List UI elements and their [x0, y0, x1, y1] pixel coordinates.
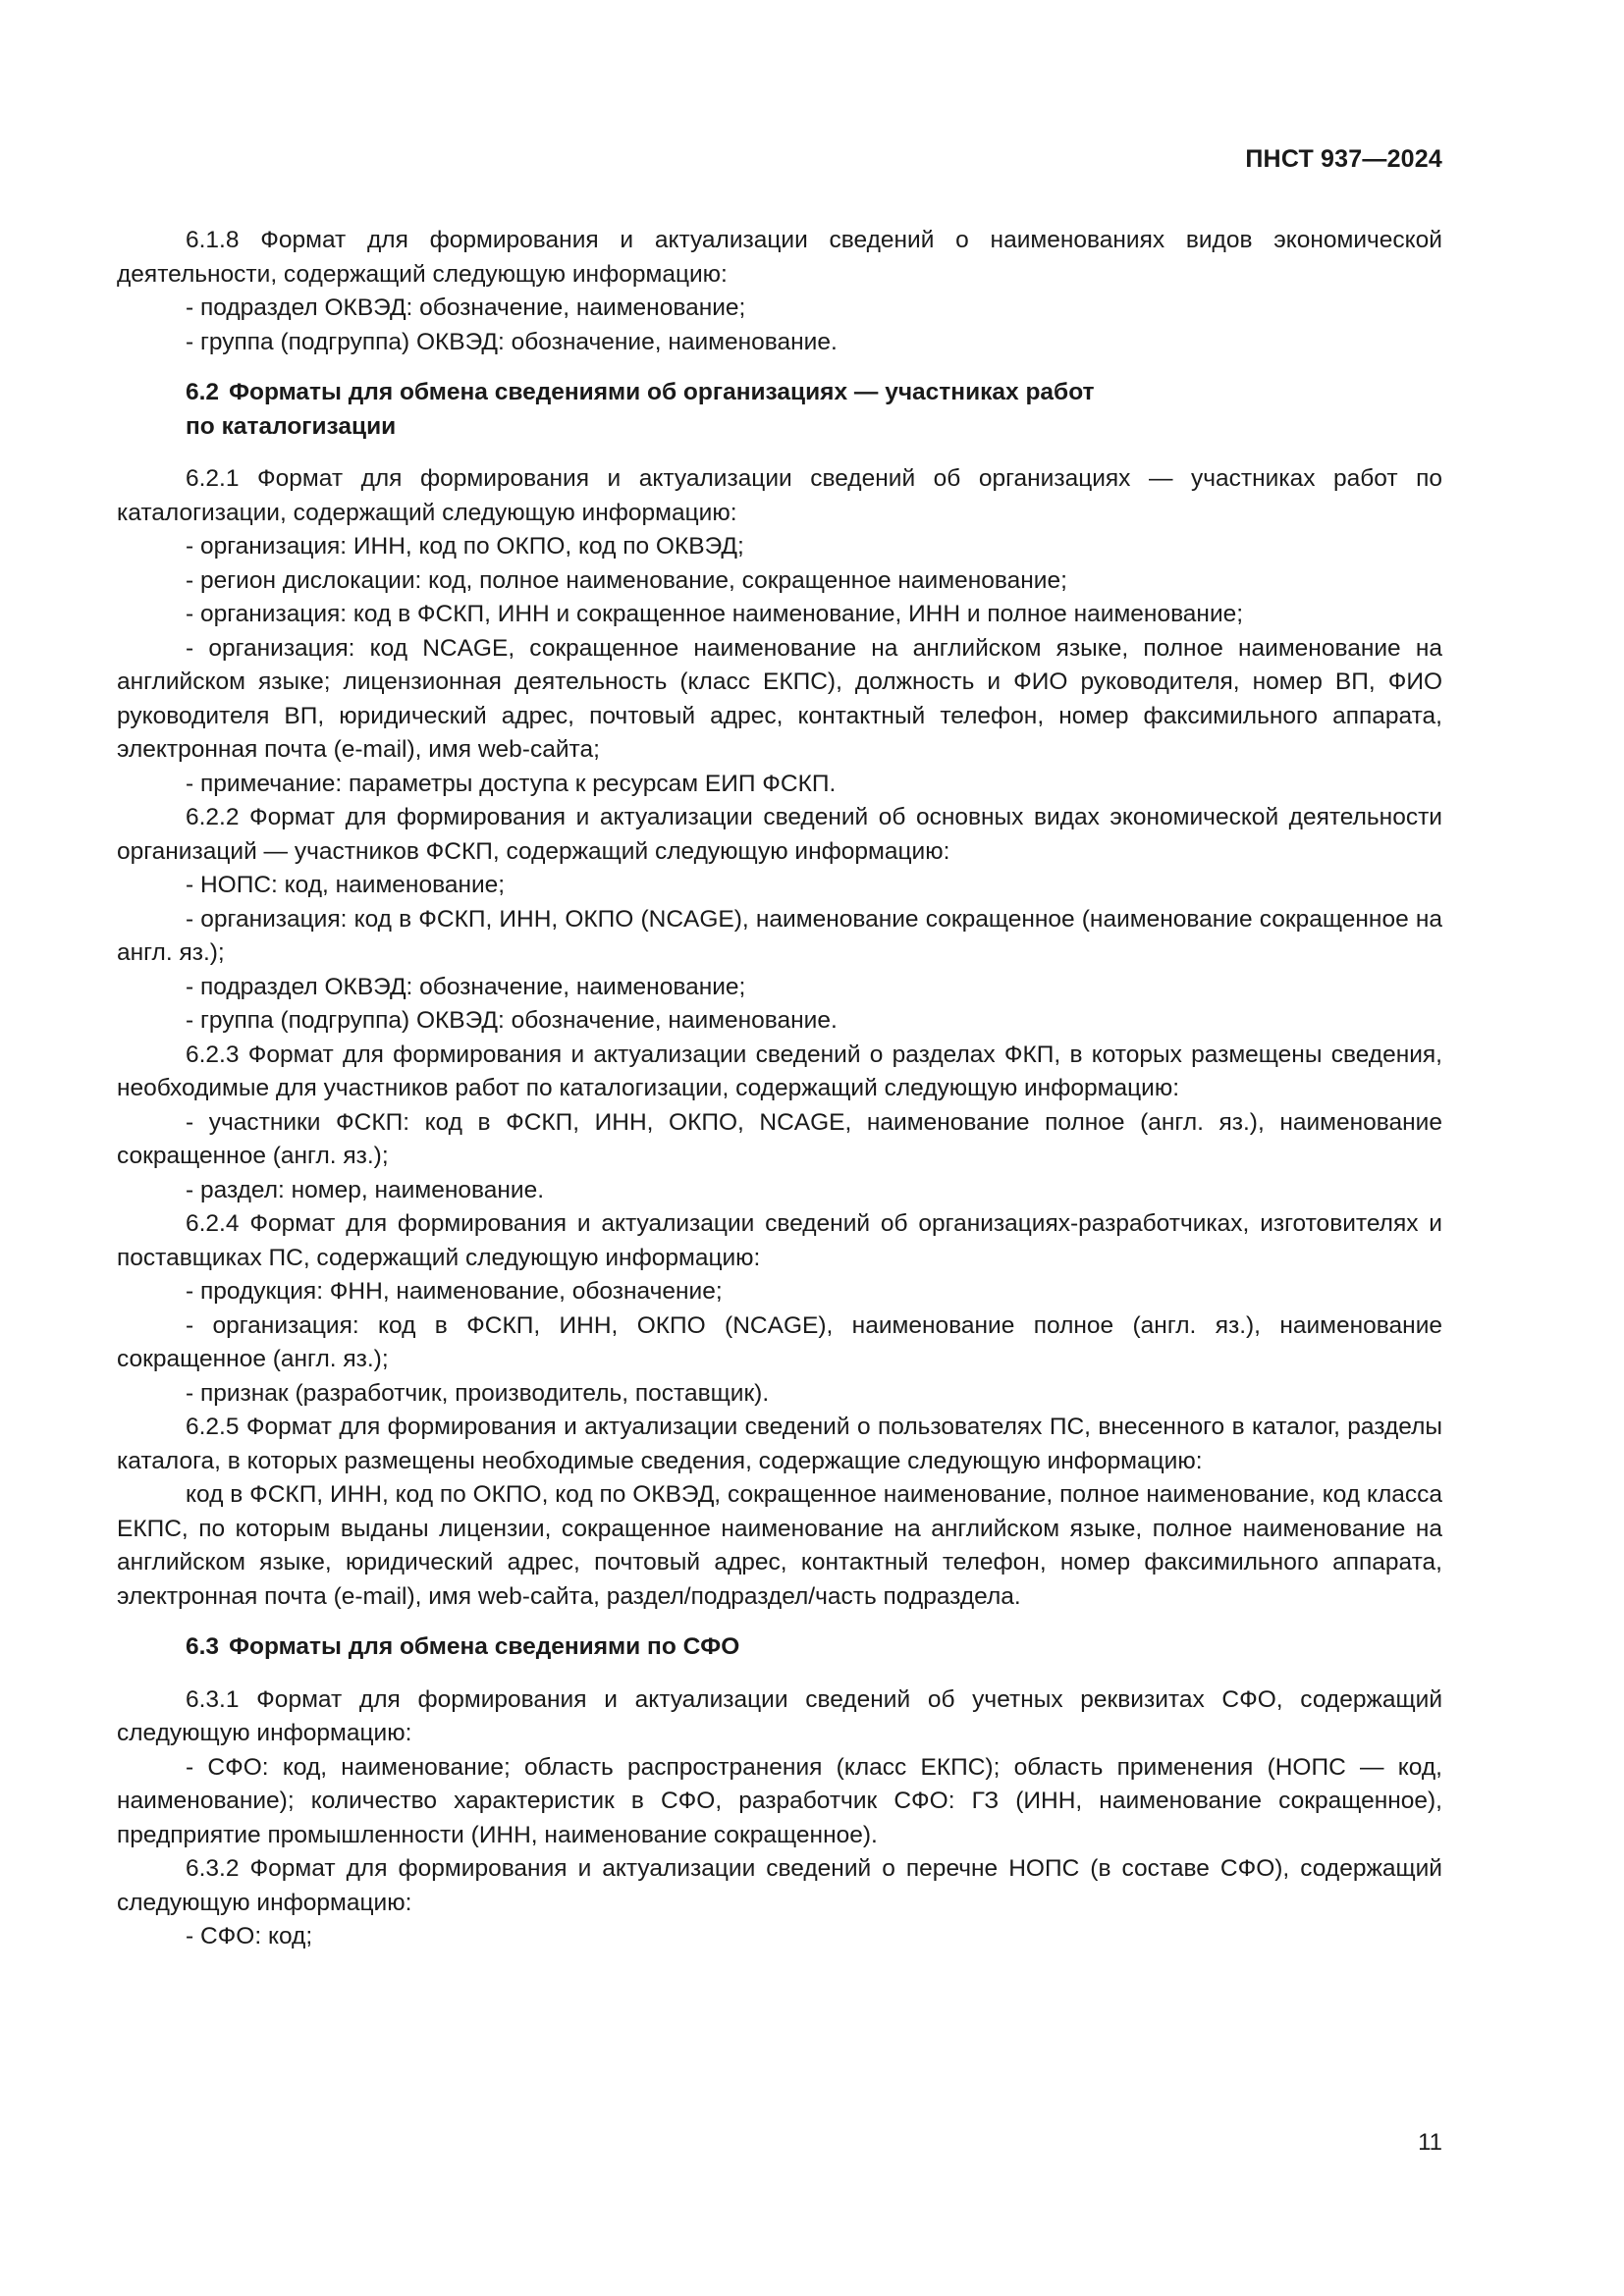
paragraph-6-2-3: 6.2.3 Формат для формирования и актуализации сведений о разделах ФКП, в которых размещены сведения, необходимые для участников работ по каталогизации, содержащий следующую информацию: [117, 1041, 1442, 1101]
list-item: - организация: код NCAGE, сокращенное наименование на английском языке, полное наименование на английском языке; лицензионная деятельность (класс ЕКПС), должность и ФИО руководителя, номер ВП, ФИО руководителя ВП, юридический адрес, почтовый адрес, контактный телефон, номер факсимильного аппарата, электронная почта (e-mail), имя web-сайта; [117, 634, 1442, 763]
list-item: - СФО: код; [186, 1923, 313, 1949]
paragraph-6-2-1: 6.2.1 Формат для формирования и актуализации сведений об организациях — участниках работ по каталогизации, содержащий следующую информацию: [117, 465, 1442, 526]
list-item: - участники ФСКП: код в ФСКП, ИНН, ОКПО, NCAGE, наименование полное (англ. яз.), наименование сокращенное (англ. яз.); [117, 1108, 1442, 1169]
list-item: - СФО: код, наименование; область распространения (класс ЕКПС); область применения (НОПС — код, наименование); количество характеристик в СФО, разработчик СФО: ГЗ (ИНН, наименование сокращенное), предприятие промышленности (ИНН, наименование сокращенное). [117, 1753, 1442, 1848]
paragraph-6-3-2: 6.3.2 Формат для формирования и актуализации сведений о перечне НОПС (в составе СФО), содержащий следующую информацию: [117, 1855, 1442, 1916]
section-heading-6-3 [117, 1630, 1442, 1665]
document-header-id: ПНСТ 937—2024 [1245, 145, 1442, 173]
list-item: - раздел: номер, наименование. [186, 1176, 544, 1203]
list-item: - подраздел ОКВЭД: обозначение, наименование; [186, 973, 746, 1000]
page-number: 11 [1418, 2129, 1442, 2156]
section-title-line1: Форматы для обмена сведениями об организациях — участниках работ [229, 379, 1095, 405]
section-number: 6.3 [186, 1633, 220, 1660]
paragraph-6-2-4: 6.2.4 Формат для формирования и актуализации сведений об организациях-разработчиках, изготовителях и поставщиках ПС, содержащий следующую информацию: [117, 1210, 1442, 1271]
paragraph-6-3-1: 6.3.1 Формат для формирования и актуализации сведений об учетных реквизитах СФО, содержащий следующую информацию: [117, 1685, 1442, 1746]
section-heading-6-2 [117, 376, 1442, 444]
list-item: - группа (подгруппа) ОКВЭД: обозначение, наименование. [186, 1007, 838, 1034]
paragraph-6-2-5: 6.2.5 Формат для формирования и актуализации сведений о пользователях ПС, внесенного в каталог, разделы каталога, в которых размещены необходимые сведения, содержащие следующую информацию: [117, 1414, 1442, 1474]
list-item: код в ФСКП, ИНН, код по ОКПО, код по ОКВЭД, сокращенное наименование, полное наименование, код класса ЕКПС, по которым выданы лицензии, сокращенное наименование на английском языке, полное наименование на английском языке, юридический адрес, почтовый адрес, контактный телефон, номер факсимильного аппарата, электронная почта (e-mail), имя web-сайта, раздел/подраздел/часть подраздела. [117, 1481, 1442, 1610]
section-title-line2: по каталогизации [186, 412, 397, 440]
paragraph-6-1-8: 6.1.8 Формат для формирования и актуализации сведений о наименованиях видов экономической деятельности, содержащий следующую информацию: [117, 227, 1442, 288]
list-item: - продукция: ФНН, наименование, обозначение; [186, 1278, 723, 1305]
list-item: - организация: код в ФСКП, ИНН и сокращенное наименование, ИНН и полное наименование; [186, 601, 1244, 627]
list-item: - организация: код в ФСКП, ИНН, ОКПО (NCAGE), наименование полное (англ. яз.), наименование сокращенное (англ. яз.); [117, 1311, 1442, 1372]
list-item: - НОПС: код, наименование; [186, 872, 506, 898]
list-item: - организация: код в ФСКП, ИНН, ОКПО (NCAGE), наименование сокращенное (наименование сокращенное на англ. яз.); [117, 905, 1442, 966]
list-item: - группа (подгруппа) ОКВЭД: обозначение, наименование. [186, 328, 838, 355]
paragraph-6-2-2: 6.2.2 Формат для формирования и актуализации сведений об основных видах экономической деятельности организаций — участников ФСКП, содержащий следующую информацию: [117, 804, 1442, 865]
section-number: 6.2 [186, 379, 220, 405]
list-item: - подраздел ОКВЭД: обозначение, наименование; [186, 294, 746, 321]
section-title: Форматы для обмена сведениями по СФО [229, 1633, 740, 1660]
list-item: - примечание: параметры доступа к ресурсам ЕИП ФСКП. [186, 770, 837, 797]
list-item: - организация: ИНН, код по ОКПО, код по ОКВЭД; [186, 533, 744, 560]
document-body [117, 224, 1442, 1954]
list-item: - регион дислокации: код, полное наименование, сокращенное наименование; [186, 566, 1067, 594]
list-item: - признак (разработчик, производитель, поставщик). [186, 1379, 770, 1407]
